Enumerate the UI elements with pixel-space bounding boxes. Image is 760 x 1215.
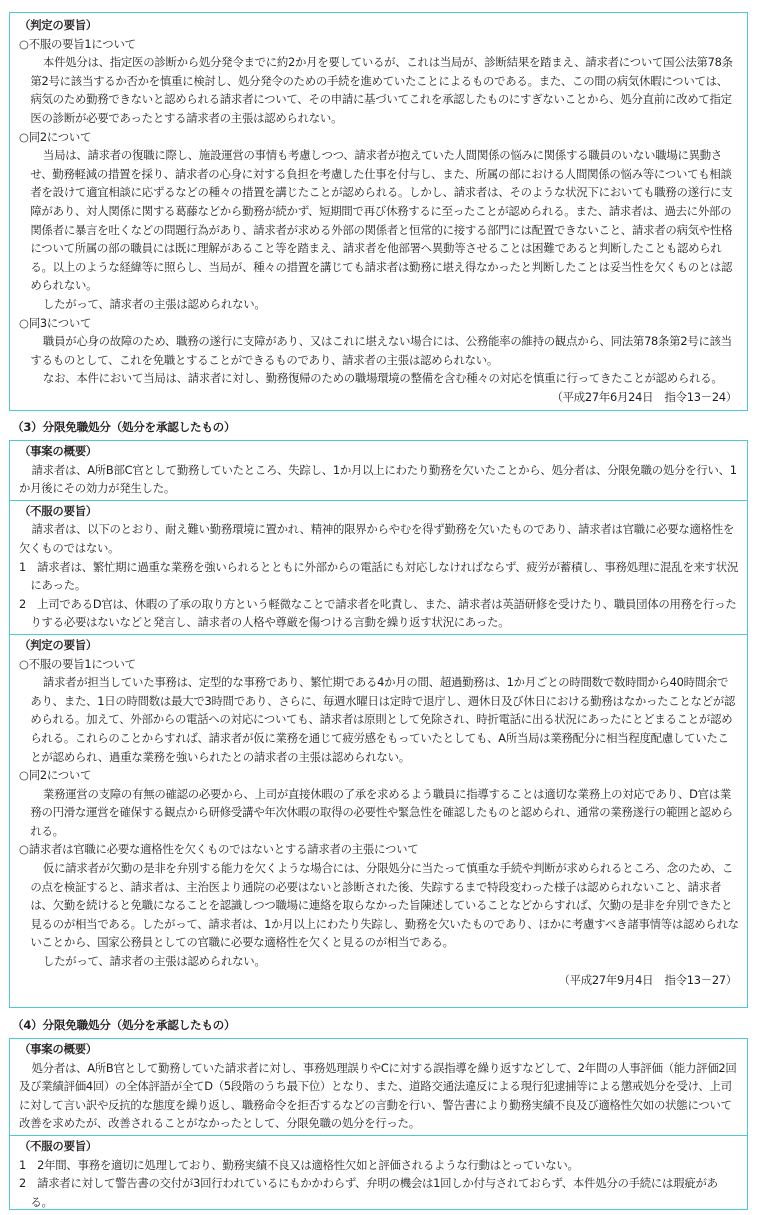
section-4-title: （4）分限免職処分（処分を承認したもの） xyxy=(12,1018,236,1032)
judgment-paragraph: なお、本件において当局は、請求者に対し、勤務復帰のための職場環境の整備を含む種々の対応を慎重に行ってきたことが認められる。 xyxy=(42,371,723,386)
judgment-item-title: ○同2について xyxy=(19,768,92,783)
overview-cell xyxy=(10,1039,747,1135)
judgment-paragraph: したがって、請求者の主張は認められない。 xyxy=(42,296,266,311)
citation: （平成27年6月24日 指令13－24） xyxy=(551,389,737,404)
complaint-heading: （不服の要旨） xyxy=(19,1138,97,1153)
case-box-section-3 xyxy=(9,440,748,1008)
judgment-paragraph: 仮に請求者が欠勤の是非を弁別する能力を欠くような場合には、分限処分に当たって慎重な手続や判断が求められるところ、念のため、この点を検証すると、請求者は、主治医より通院の必要はないと診断された後、失踪するまで特段変わった様子は認められないこと、請求者は、欠勤を続けると免職になることを認識しつつ職場に連絡を取らなかった旨陳述していることなどからすれば、欠勤の是非を弁別できたと見るのが相当である。したがって、請求者は、1か月以上にわたり失踪し、勤務を欠いたものであり、ほかに考慮すべき諸事情等は認められないことから、国家公務員としての官職に必要な適格性を欠くと見るのが相当である。 xyxy=(30,861,739,950)
judgment-heading: （判定の要旨） xyxy=(19,18,97,32)
judgment-box-case2 xyxy=(9,12,748,411)
complaint-cell xyxy=(10,1135,747,1211)
complaint-cell xyxy=(10,500,747,634)
overview-cell xyxy=(10,441,747,500)
judgment-paragraph: 請求者が担当していた事務は、定型的な事務であり、繁忙期である4か月の間、超過勤務は、1か月ごとの時間数で数時間から40時間余であり、また、1日の時間数は最大で3時間であり、さらに、毎週水曜日は定時で退庁し、週休日及び休日における勤務はなかったことなどが認められる。加えて、外部からの電話への対応についても、請求者は原則として免除され、時折電話に出る状況にあったにとどまることが認められる。これらのことからすれば、請求者が仮に業務を通じて疲労感をもっていたとしても、A所当局は業務配分に相当程度配慮していたことが認められ、過重な業務を強いられたとの請求者の主張は認められない。 xyxy=(30,675,736,764)
judgment-item-title: ○不服の要旨1について xyxy=(19,656,136,671)
complaint-point: 2 請求者に対して警告書の交付が3回行われているにもかかわらず、弁明の機会は1回しか付与されておらず、本件処分の手続には瑕疵がある。 xyxy=(19,1176,718,1209)
citation: （平成27年9月4日 指令13－27） xyxy=(558,972,737,987)
judgment-cell xyxy=(10,634,747,989)
overview-text: 請求者は、A所B部C官として勤務していたところ、失踪し、1か月以上にわたり勤務を欠いたことから、処分者は、分限免職の処分を行い、1か月後にその効力が発生した。 xyxy=(19,462,737,496)
complaint-text: 請求者は、以下のとおり、耐え難い勤務環境に置かれ、精神的限界からやむを得ず勤務を欠いたものであり、請求者は官職に必要な適格性を欠くものではない。 xyxy=(19,522,735,555)
judgment-heading: （判定の要旨） xyxy=(19,637,97,652)
judgment-item-title: ○不服の要旨1について xyxy=(19,36,136,51)
judgment-item-title: ○同3について xyxy=(19,315,92,330)
overview-text: 処分者は、A所B官として勤務していた請求者に対し、事務処理誤りやCに対する誤指導を繰り返すなどして、2年間の人事評価（能力評価2回及び業績評価4回）の全体評語が全てD（5段階のうち最下位）となり、また、道路交通法違反による現行犯逮捕等による懲戒処分を受け、上司に対して言い訳や反抗的な態度を繰り返し、職務命令を拒否するなどの言動を行い、警告書により勤務実績不良及び適格性欠如の状態について改善を求めたが、改善されることがなかったとして、分限免職の処分を行った。 xyxy=(19,1060,737,1131)
judgment-paragraph: したがって、請求者の主張は認められない。 xyxy=(42,954,266,969)
complaint-point: 2 上司であるD官は、休暇の了承の取り方という軽微なことで請求者を叱責し、また、請求者は英語研修を受けたり、職員団体の用務を行ったりする必要はないなどと発言し、請求者の人格や尊厳を傷つける言動を繰り返す状況にあった。 xyxy=(19,596,737,630)
judgment-item-title: ○同2について xyxy=(19,129,92,144)
section-3-title: （3）分限免職処分（処分を承認したもの） xyxy=(12,420,236,434)
judgment-paragraph: 本件処分は、指定医の診断から処分発令までに約2か月を要しているが、これは当局が、診断結果を踏まえ、請求者について国公法第78条第2号に該当するか否かを慎重に検討し、処分発令のための手続を進めていたことによるものである。また、この間の病気休暇については、病気のため勤務できないと認められる請求者について、その申請に基づいてこれを承認したものにすぎないことから、処分直前に改めて指定医の診断が必要であったとする請求者の主張は認められない。 xyxy=(30,55,733,125)
judgment-paragraph: 職員が心身の故障のため、職務の遂行に支障があり、又はこれに堪えない場合には、公務能率の維持の観点から、同法第78条第2号に該当するものとして、これを免職とすることができるものであり、請求者の主張は認められない。 xyxy=(30,334,732,367)
overview-heading: （事案の概要） xyxy=(19,444,97,458)
judgment-item-title: ○請求者は官職に必要な適格性を欠くものではないとする請求者の主張について xyxy=(19,842,419,857)
case-box-section-4 xyxy=(9,1038,748,1210)
complaint-heading: （不服の要旨） xyxy=(19,503,97,518)
judgment-paragraph: 当局は、請求者の復職に際し、施設運営の事情も考慮しつつ、請求者が抱えていた人間関係の悩みに関係する職員のいない職場に異動させ、勤務軽減の措置を採り、請求者の心身に対する負担を考慮した仕事を付与し、また、所属の部における人間関係の悩み等についても相談者を設けて適宜相談に応ずるなどの種々の措置を講じたことが認められる。しかし、請求者は、そのような状況下においても職務の遂行に支障があり、対人関係に関する葛藤などから勤務が続かず、短期間で再び休務するに至ったことが認められる。また、請求者は、過去に外部の関係者に暴言を吐くなどの問題行為があり、請求者が求める外部の関係者と恒常的に接する部門には配置できないこと、請求者の病気や性格について所属の部の職員には既に理解があること等を踏まえ、請求者を他部署へ異動等させることは困難であると判断したことも認められる。以上のような経緯等に照らし、当局が、種々の措置を講じても請求者は勤務に堪え得なかったと判断したことは妥当性を欠くものとは認められない。 xyxy=(30,148,733,293)
complaint-point: 1 請求者は、繁忙期に過重な業務を強いられるとともに外部からの電話にも対応しなければならず、疲労が蓄積し、事務処理に混乱を来す状況にあった。 xyxy=(19,559,739,593)
overview-heading: （事案の概要） xyxy=(19,1042,97,1056)
judgment-paragraph: 業務運営の支障の有無の確認の必要から、上司が直接休暇の了承を求めるよう職員に指導することは適切な業務上の対応であり、D官は業務の円滑な運営を確保する観点から研修受講や年次休暇の取得の必要性や緊急性を確認したものと認められ、通常の業務遂行の範囲と認められる。 xyxy=(30,786,733,838)
complaint-point: 1 2年間、事務を適切に処理しており、勤務実績不良又は適格性欠如と評価されるような行動はとっていない。 xyxy=(19,1157,579,1172)
